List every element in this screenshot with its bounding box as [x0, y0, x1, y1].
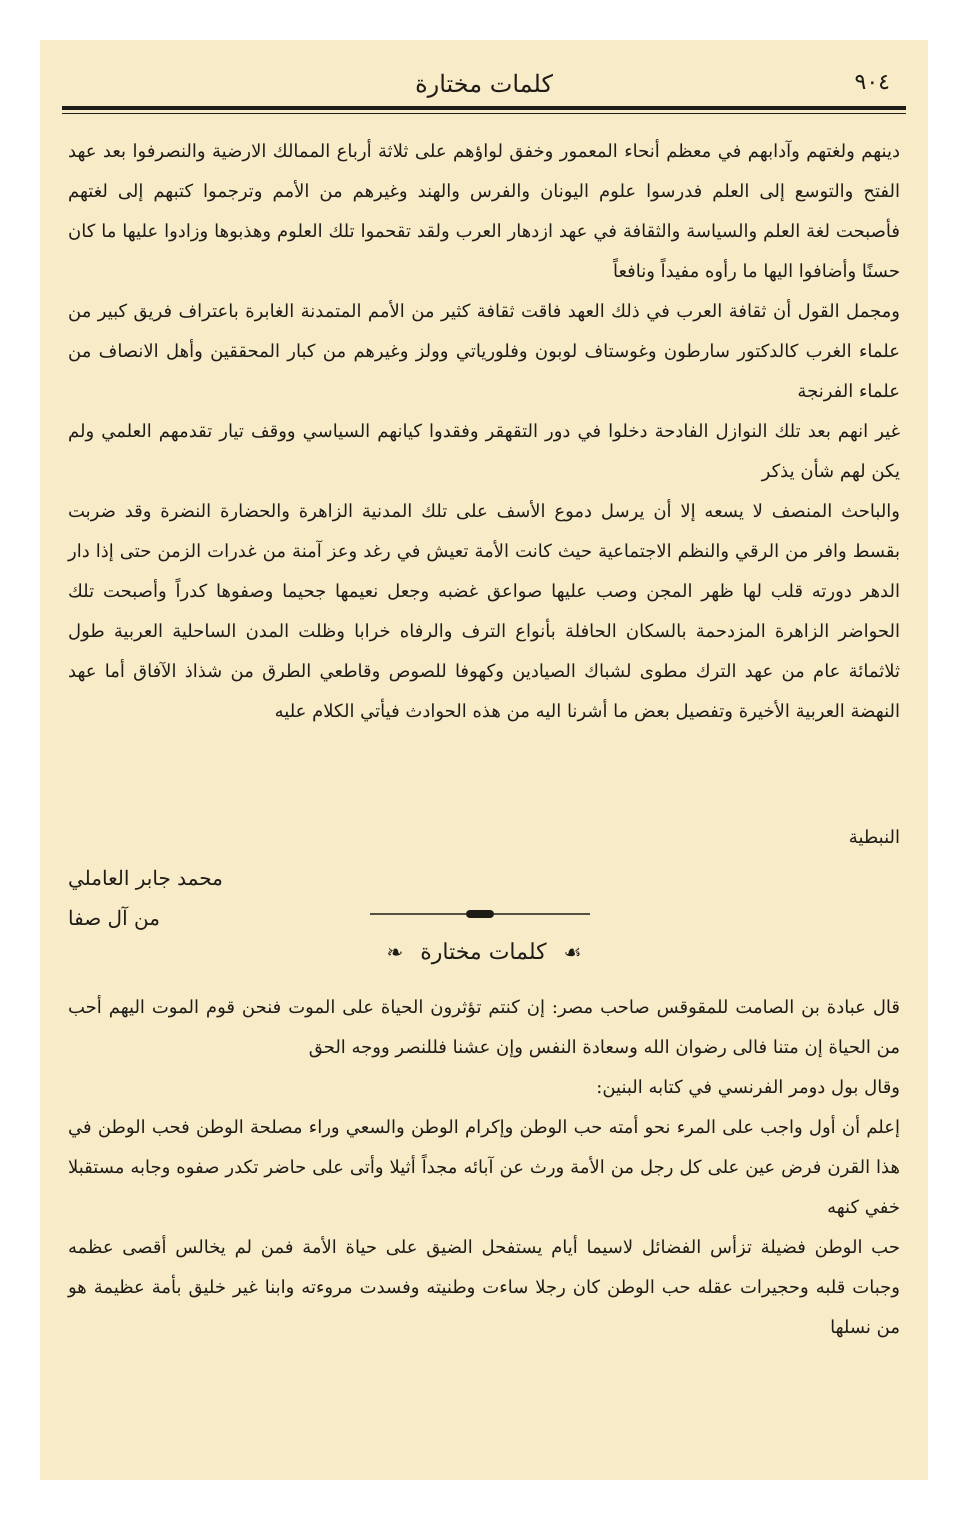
paragraph-2: ومجمل القول أن ثقافة العرب في ذلك العهد فاقت ثقافة كثير من الأمم المتمدنة الغابرة باعتراف فريق كبير من علماء الغرب كالدكتور سارطون وغوستاف لوبون وفلورياتي وولز وغيرهم من كبار المحققين وأهل الانصاف من علماء الفرنجة — [68, 301, 900, 402]
page-number: ٩٠٤ — [854, 70, 890, 95]
signature-author: محمد جابر العاملي — [68, 866, 223, 890]
paragraph-4: والباحث المنصف لا يسعه إلا أن يرسل دموع الأسف على تلك المدنية الزاهرة والحضارة النضرة وقد ضربت بقسط وافر من الرقي والنظم الاجتماعية حيث كانت الأمة تعيش في رغد وعز آمنة من غدرات الزمن حتى إذا دار الدهر دورته قلب لها ظهر المجن وصب عليها صواعق غضبه وجعل نعيمها جحيما وصفوها كدراً وأصبحت تلك الحواضر الزاهرة المزدحمة بالسكان الحافلة بأنواع الترف والرفاه خرابا وظلت المدن الساحلية العربية طول ثلاثمائة عام من عهد الترك مطوى لشباك الصيادين وكهوفا للصوص وقاطعي الطرق من شذاذ الآفاق أما عهد النهضة العربية الأخيرة وتفصيل بعض ما أشرنا اليه من هذه الحوادث فيأتي الكلام عليه — [68, 501, 900, 722]
ornamental-divider — [370, 908, 590, 920]
paragraph-1: دينهم ولغتهم وآدابهم في معظم أنحاء المعمور وخفق لواؤهم على ثلاثة أرباع الممالك الارضية والنصرفوا بعد عهد الفتح والتوسع إلى العلم فدرسوا علوم اليونان والفرس والهند وغيرهم من الأمم وترجموا كتبهم إلى لغتهم فأصبحت لغة العلم والسياسة والثقافة في عهد ازدهار العرب ولقد تقحموا تلك العلوم وهذبوها وزادوا عليها ما كان حسنًا وأضافوا اليها ما رأوه مفيداً ونافعاً — [68, 141, 900, 282]
quote-3: حب الوطن فضيلة تزأس الفضائل لاسيما أيام يستفحل الضيق على حياة الأمة فمن لم يخالس أقصى عظمه وجبات قلبه وحجيرات عقله حب الوطن كان رجلا ساءت وطنيته وفسدت مروءته وابنا غير خليق بأمة عظيمة هو من نسلها — [68, 1237, 900, 1338]
quote-2-intro: وقال بول دومر الفرنسي في كتابه البنين: — [596, 1077, 900, 1098]
ornament-icon: ☙ — [563, 940, 582, 964]
signature-place: النبطية — [848, 827, 900, 848]
page-header — [60, 58, 908, 108]
running-title: كلمات مختارة — [415, 70, 553, 98]
signature-lineage: من آل صفا — [68, 906, 160, 930]
signature-block — [68, 818, 900, 938]
quote-1: قال عبادة بن الصامت للمقوقس صاحب مصر: إن كنتم تؤثرون الحياة على الموت فنحن قوم الموت اليهم أحب من الحياة إن متنا فالى رضوان الله وسعادة النفس وإن عشنا فللنصر ووجه الحق — [68, 997, 900, 1058]
header-rule — [62, 106, 906, 114]
paragraph-3: غير انهم بعد تلك النوازل الفادحة دخلوا في دور التقهقر وفقدوا كيانهم السياسي ووقف تيار تقدمهم العلمي ولم يكن لهم شأن يذكر — [68, 421, 900, 482]
quote-2: إعلم أن أول واجب على المرء نحو أمته حب الوطن وإكرام الوطن والسعي وراء مصلحة الوطن فحب الوطن في هذا القرن فرض عين على كل رجل من الأمة ورث عن آبائه مجداً أثيلا وأتى على حاضر تكدر صفوه وجابه مستقبلا خفي كنهه — [68, 1117, 900, 1218]
section-title — [40, 940, 928, 965]
scanned-page — [40, 40, 928, 1480]
article-body — [68, 132, 900, 732]
section-title-text: كلمات مختارة — [420, 940, 547, 965]
ornament-icon: ❧ — [386, 940, 404, 964]
quotes-body — [68, 988, 900, 1348]
